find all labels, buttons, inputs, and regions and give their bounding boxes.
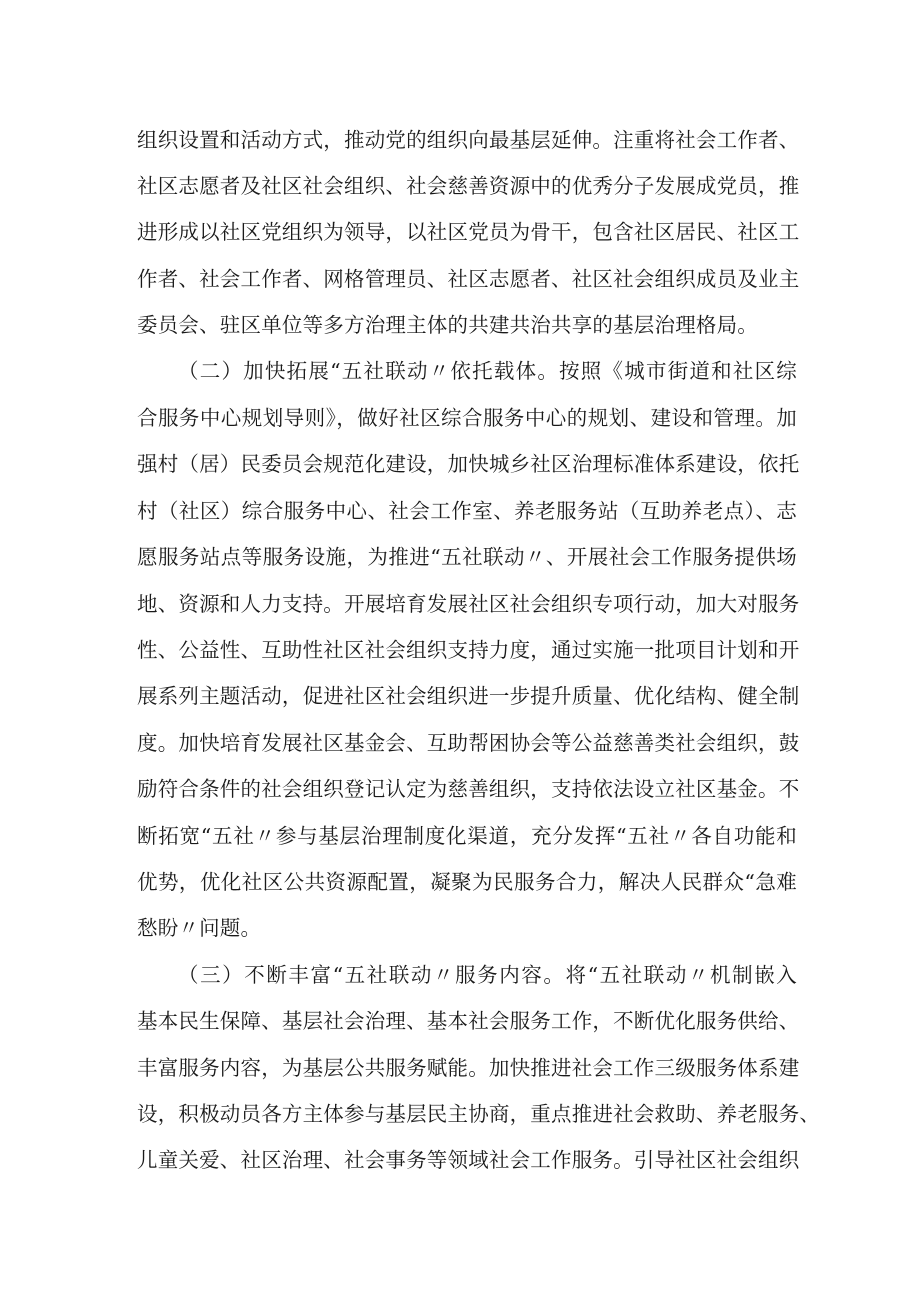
text-line: 度。加快培育发展社区基金会、互助帮困协会等公益慈善类社会组织，鼓 <box>137 731 800 755</box>
text-line: 组织设置和活动方式，推动党的组织向最基层延伸。注重将社会工作者、 <box>137 128 800 152</box>
text-line: 作者、社会工作者、网格管理员、社区志愿者、社区社会组织成员及业主 <box>137 267 800 291</box>
text-line: 优势，优化社区公共资源配置，凝聚为民服务合力，解决人民群众“急难 <box>137 870 797 894</box>
text-line: 愿服务站点等服务设施，为推进“五社联动〃、开展社会工作服务提供场 <box>137 545 797 569</box>
text-line: 愁盼〃问题。 <box>137 916 262 940</box>
text-line: 励符合条件的社会组织登记认定为慈善组织，支持依法设立社区基金。不 <box>137 777 800 801</box>
text-line: 性、公益性、互助性社区社会组织支持力度，通过实施一批项目计划和开 <box>137 638 800 662</box>
text-line: 设，积极动员各方主体参与基层民主协商，重点推进社会救助、养老服务、 <box>137 1102 821 1126</box>
text-line: 基本民生保障、基层社会治理、基本社会服务工作，不断优化服务供给、 <box>137 1009 800 1033</box>
paragraph-heading: （二）加快拓展“五社联动〃依托载体。按照《城市街道和社区综 <box>178 359 797 383</box>
text-line: 进形成以社区党组织为领导，以社区党员为骨干，包含社区居民、社区工 <box>137 220 800 244</box>
text-line: 委员会、驻区单位等多方治理主体的共建共治共享的基层治理格局。 <box>137 313 758 337</box>
text-line: 展系列主题活动，促进社区社会组织进一步提升质量、优化结构、健全制 <box>137 684 800 708</box>
text-line: 断拓宽“五社〃参与基层治理制度化渠道，充分发挥“五社〃各自功能和 <box>137 824 797 848</box>
text-line: 儿童关爱、社区治理、社会事务等领域社会工作服务。引导社区社会组织 <box>137 1148 800 1172</box>
text-line: 村（社区）综合服务中心、社会工作室、养老服务站（互助养老点）、志 <box>137 499 797 523</box>
text-line: 丰富服务内容，为基层公共服务赋能。加快推进社会工作三级服务体系建 <box>137 1056 800 1080</box>
paragraph-heading: （三）不断丰富“五社联动〃服务内容。将“五社联动〃机制嵌入 <box>178 963 797 987</box>
text-line: 社区志愿者及社区社会组织、社会慈善资源中的优秀分子发展成党员，推 <box>137 174 800 198</box>
text-line: 强村（居）民委员会规范化建设，加快城乡社区治理标准体系建设，依托 <box>137 452 800 476</box>
text-line: 地、资源和人力支持。开展培育发展社区社会组织专项行动，加大对服务 <box>137 592 800 616</box>
text-line: 合服务中心规划导则》，做好社区综合服务中心的规划、建设和管理。加 <box>137 406 797 430</box>
